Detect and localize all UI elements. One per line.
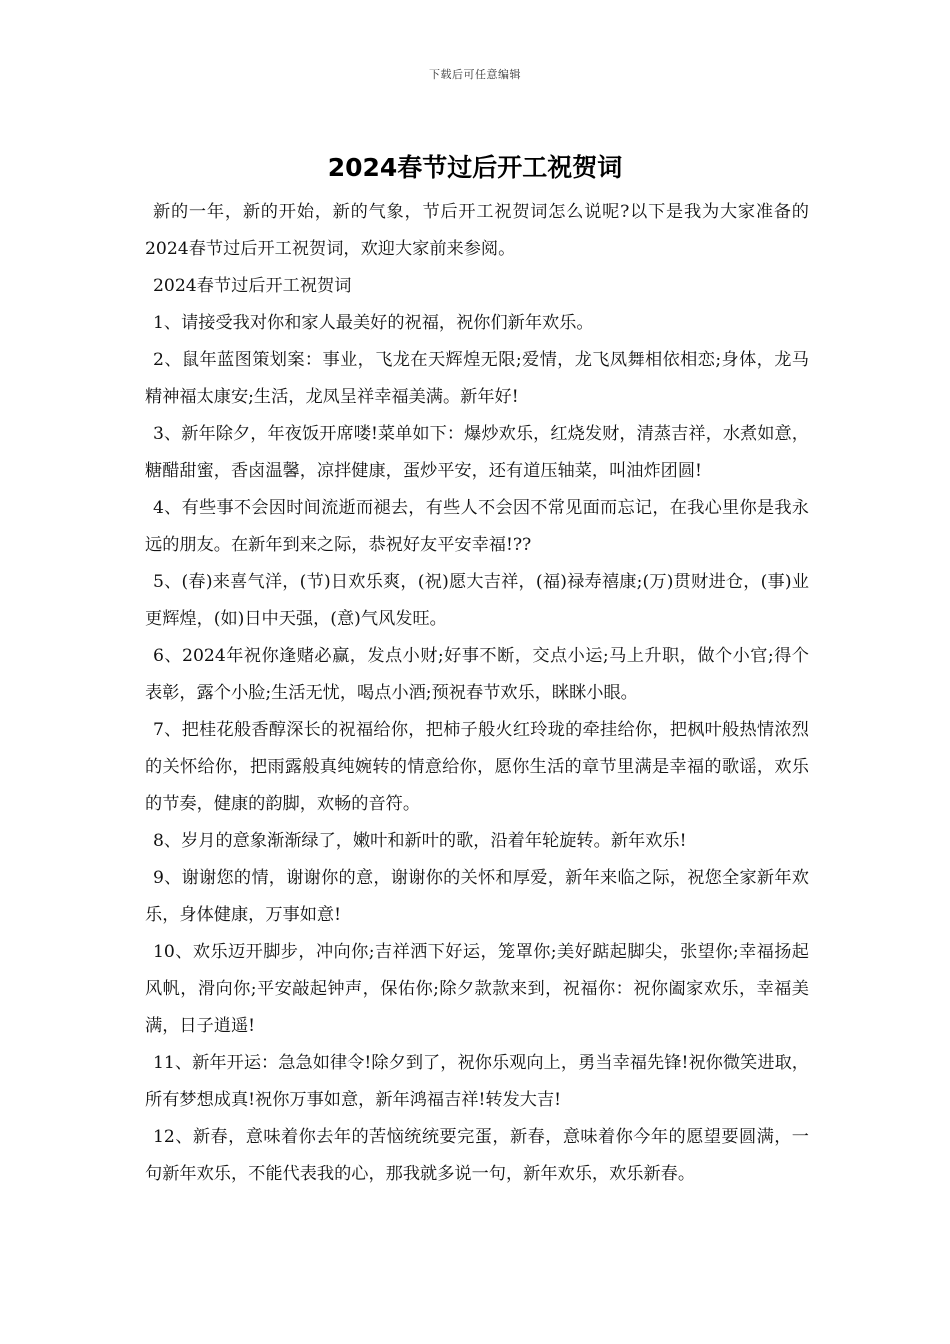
- greeting-item-9: 9、谢谢您的情，谢谢你的意，谢谢你的关怀和厚爱，新年来临之际，祝您全家新年欢乐，身体健康，万事如意!: [145, 868, 809, 925]
- intro-paragraph: 新的一年，新的开始，新的气象，节后开工祝贺词怎么说呢?以下是我为大家准备的2024春节过后开工祝贺词，欢迎大家前来参阅。: [145, 202, 809, 259]
- section-heading: 2024春节过后开工祝贺词: [153, 276, 352, 296]
- greeting-item-10: 10、欢乐迈开脚步，冲向你;吉祥洒下好运，笼罩你;美好踮起脚尖，张望你;幸福扬起风帆，滑向你;平安敲起钟声，保佑你;除夕款款来到，祝福你：祝你阖家欢乐，幸福美满，日子逍遥!: [145, 942, 809, 1036]
- greeting-item-8: 8、岁月的意象渐渐绿了，嫩叶和新叶的歌，沿着年轮旋转。新年欢乐!: [153, 831, 687, 851]
- page-title: 2024春节过后开工祝贺词: [327, 153, 623, 182]
- greeting-item-11: 11、新年开运：急急如律令!除夕到了，祝你乐观向上，勇当幸福先锋!祝你微笑进取，所有梦想成真!祝你万事如意，新年鸿福吉祥!转发大吉!: [145, 1053, 809, 1110]
- greeting-item-2: 2、鼠年蓝图策划案：事业，飞龙在天辉煌无限;爱情，龙飞凤舞相依相恋;身体，龙马精神福太康安;生活，龙凤呈祥幸福美满。新年好!: [145, 350, 809, 407]
- greeting-item-6: 6、2024年祝你逢赌必赢，发点小财;好事不断，交点小运;马上升职，做个小官;得个表彰，露个小脸;生活无忧，喝点小酒;预祝春节欢乐，眯眯小眼。: [145, 646, 809, 703]
- greeting-item-12: 12、新春，意味着你去年的苦恼统统要完蛋，新春，意味着你今年的愿望要圆满，一句新年欢乐，不能代表我的心，那我就多说一句，新年欢乐，欢乐新春。: [145, 1127, 809, 1184]
- greeting-item-3: 3、新年除夕，年夜饭开席喽!菜单如下：爆炒欢乐，红烧发财，清蒸吉祥，水煮如意，糖醋甜蜜，香卤温馨，凉拌健康，蛋炒平安，还有道压轴菜，叫油炸团圆!: [145, 424, 809, 481]
- greeting-item-4: 4、有些事不会因时间流逝而褪去，有些人不会因不常见面而忘记，在我心里你是我永远的朋友。在新年到来之际，恭祝好友平安幸福!??: [145, 498, 809, 555]
- greeting-item-7: 7、把桂花般香醇深长的祝福给你，把柿子般火红玲珑的牵挂给你，把枫叶般热情浓烈的关怀给你，把雨露般真纯婉转的情意给你，愿你生活的章节里满是幸福的歌谣，欢乐的节奏，健康的韵脚，欢畅的音符。: [145, 720, 809, 814]
- header-note: 下载后可任意编辑: [429, 68, 521, 81]
- greeting-item-5: 5、(春)来喜气洋，(节)日欢乐爽，(祝)愿大吉祥，(福)禄寿禧康;(万)贯财进仓，(事)业更辉煌，(如)日中天强，(意)气风发旺。: [145, 572, 809, 629]
- greeting-item-1: 1、请接受我对你和家人最美好的祝福，祝你们新年欢乐。: [153, 313, 594, 333]
- document-body: [145, 194, 809, 1193]
